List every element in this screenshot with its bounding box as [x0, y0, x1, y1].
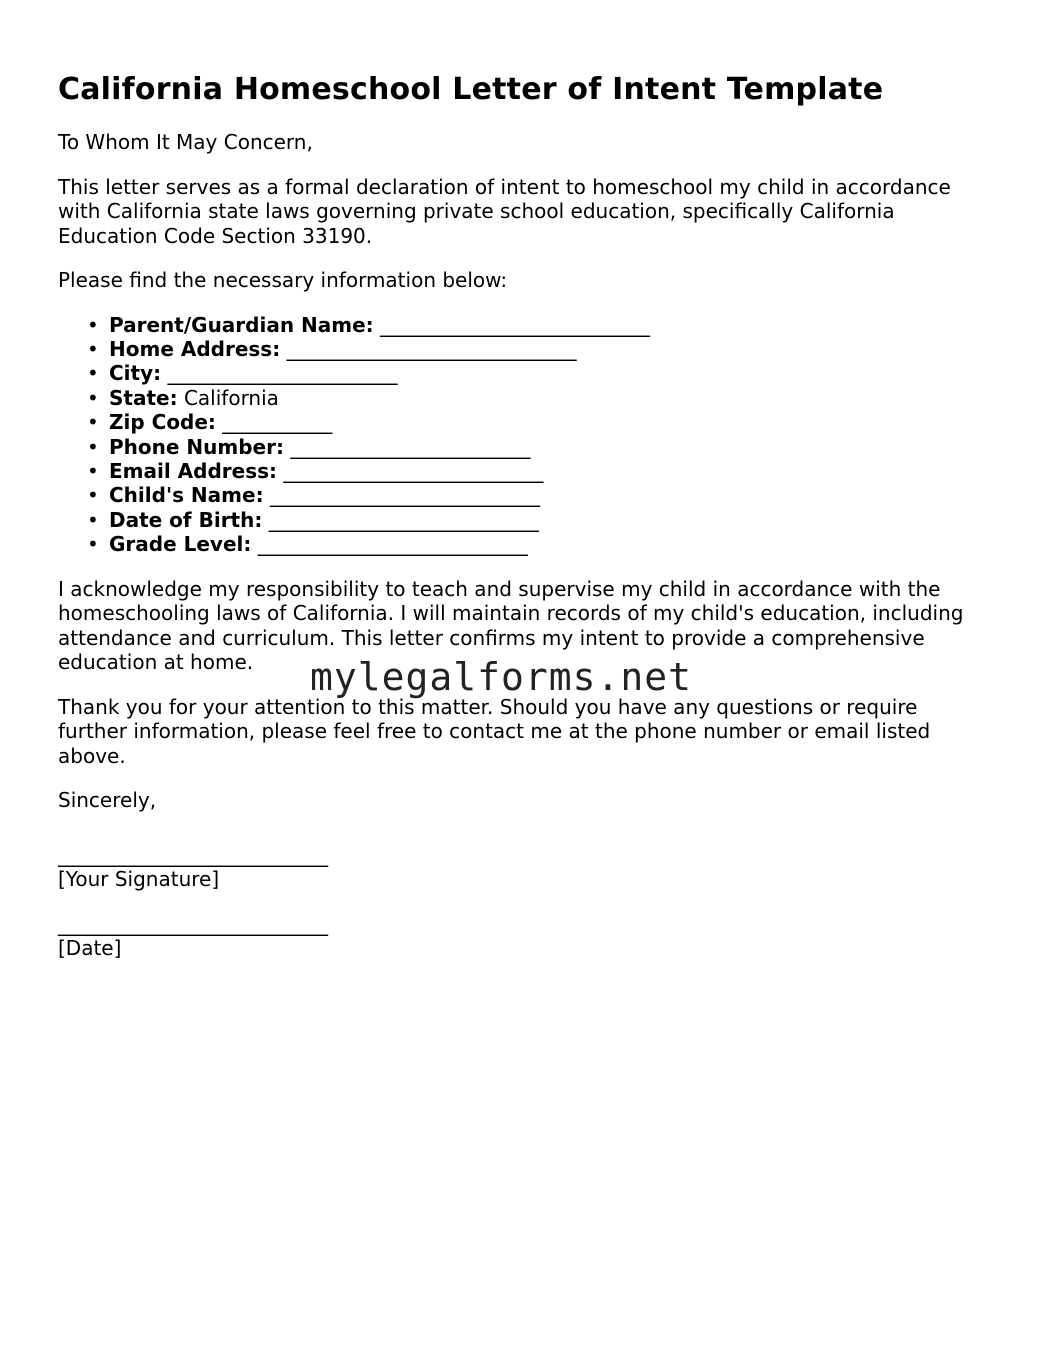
list-item-date-of-birth — [87, 507, 988, 532]
bullet-icon: • — [87, 434, 99, 459]
field-label: Phone Number: — [109, 434, 284, 459]
bullet-icon: • — [87, 361, 99, 386]
acknowledgment-paragraph: I acknowledge my responsibility to teach and supervise my child in accordance with the homeschooling laws of California. I will maintain records of my child's education, including attendance and curriculum. This letter confirms my intent to provide a comprehensive education at home. — [58, 576, 964, 675]
list-item-zip-code — [87, 410, 988, 435]
field-label: Child's Name: — [109, 483, 264, 508]
field-label: Parent/Guardian Name: — [109, 312, 374, 337]
list-item-parent-guardian-name — [87, 312, 988, 337]
field-label: Email Address: — [109, 458, 278, 483]
bullet-icon: • — [87, 312, 99, 337]
bullet-icon: • — [87, 458, 99, 483]
info-list — [58, 313, 988, 557]
intro-paragraph: This letter serves as a formal declaration of intent to homeschool my child in accordance with California state laws governing private school education, specifically California Education Code Section 33190. — [58, 174, 951, 248]
field-value: _____________________________ — [286, 336, 577, 361]
bullet-icon: • — [87, 385, 99, 410]
date-line: ___________________________ — [58, 911, 328, 936]
bullet-icon: • — [87, 336, 99, 361]
field-value: ___________________________ — [268, 507, 539, 532]
date-label: [Date] — [58, 936, 122, 961]
list-item-phone-number — [87, 434, 988, 459]
field-label: City: — [109, 361, 162, 386]
field-value: California — [183, 385, 279, 410]
closing-paragraph: Thank you for your attention to this matter. Should you have any questions or require further information, please feel free to contact me at the phone number or email listed above. — [58, 694, 931, 768]
info-prompt: Please find the necessary information below: — [58, 268, 508, 292]
document-page — [58, 70, 988, 981]
list-item-home-address — [87, 336, 988, 361]
date-block — [58, 912, 988, 961]
field-value: _______________________ — [167, 361, 398, 386]
list-item-city — [87, 361, 988, 386]
watermark-text: mylegalforms.net — [310, 655, 693, 699]
field-label: Date of Birth: — [109, 507, 263, 532]
field-value: ___________________________ — [257, 532, 528, 557]
field-label: State: — [109, 385, 178, 410]
field-value: ___________________________ — [380, 312, 651, 337]
list-item-grade-level — [87, 532, 988, 557]
field-label: Zip Code: — [109, 410, 216, 435]
document-title: California Homeschool Letter of Intent Template — [58, 72, 884, 107]
field-label: Grade Level: — [109, 532, 252, 557]
field-value: ________________________ — [290, 434, 531, 459]
list-item-state — [87, 385, 988, 410]
field-label: Home Address: — [109, 336, 281, 361]
signature-line: ___________________________ — [58, 842, 328, 867]
signature-block — [58, 843, 988, 892]
bullet-icon: • — [87, 532, 99, 557]
bullet-icon: • — [87, 483, 99, 508]
signature-label: [Your Signature] — [58, 867, 220, 892]
list-item-childs-name — [87, 483, 988, 508]
sign-off: Sincerely, — [58, 788, 157, 813]
greeting: To Whom It May Concern, — [58, 130, 313, 154]
field-value: ___________________________ — [269, 483, 540, 508]
list-item-email-address — [87, 458, 988, 483]
bullet-icon: • — [87, 410, 99, 435]
field-value: ___________ — [222, 410, 333, 435]
field-value: __________________________ — [283, 458, 544, 483]
bullet-icon: • — [87, 507, 99, 532]
